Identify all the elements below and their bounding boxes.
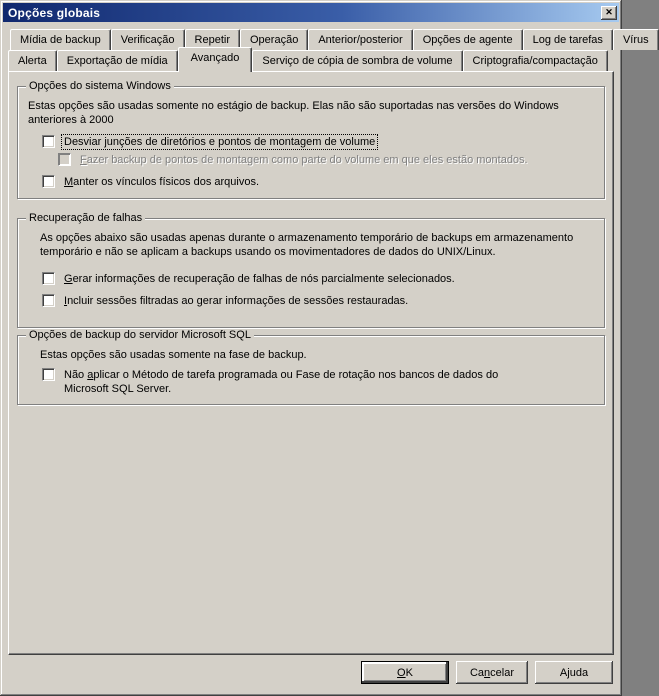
tab-criptografia-compactacao[interactable] xyxy=(463,50,608,71)
ok-button[interactable] xyxy=(361,661,449,684)
checkbox-row-manter-vinculos[interactable] xyxy=(42,175,596,189)
group-legend: Opções do sistema Windows xyxy=(26,80,174,93)
tab-midia-de-backup[interactable] xyxy=(10,29,111,50)
tab-virus[interactable] xyxy=(613,29,659,50)
group-windows-system-options xyxy=(17,80,605,199)
label-accelerator: O xyxy=(397,666,406,679)
tab-label: Avançado xyxy=(190,52,240,64)
tab-servico-copia-sombra-volume[interactable] xyxy=(252,50,462,71)
dialog-title: Opções globais xyxy=(8,5,101,20)
group-description: Estas opções são usadas somente na fase de backup. xyxy=(40,349,307,361)
checkbox-fazer-backup-pontos-disabled xyxy=(58,153,71,166)
tab-label: Vírus xyxy=(622,34,649,46)
tab-label: Verificação xyxy=(120,34,175,46)
checkbox-row-nao-aplicar-metodo[interactable] xyxy=(42,368,596,396)
label-accelerator: I xyxy=(64,295,68,307)
tab-anterior-posterior[interactable] xyxy=(308,29,412,50)
label-post: azer backup de pontos de montagem como parte do volume em que eles estão montados. xyxy=(86,154,528,166)
label-pre: Ajuda xyxy=(559,666,589,679)
tab-label: Alerta xyxy=(18,55,47,67)
checkbox-incluir-sessoes[interactable] xyxy=(42,294,55,307)
checkbox-label[interactable] xyxy=(62,175,261,189)
label-accelerator: n xyxy=(484,666,491,679)
label-pre: Ca xyxy=(469,666,485,679)
tab-label: Mídia de backup xyxy=(20,34,101,46)
label-post: erar informações de recuperação de falhas de nós parcialmente selecionados. xyxy=(72,273,455,285)
label-accelerator: F xyxy=(80,154,87,166)
button-label xyxy=(470,667,514,679)
label-post: plicar o Método de tarefa programada ou Fase de rotação nos bancos de dados do Microsoft SQL Server. xyxy=(64,369,499,395)
tab-label: Opções de agente xyxy=(422,34,513,46)
tab-label: Serviço de cópia de sombra de volume xyxy=(262,55,453,67)
button-label xyxy=(397,667,413,679)
tab-exportacao-de-midia[interactable] xyxy=(57,50,178,71)
label-pre: Desviar xyxy=(64,136,105,148)
label-accelerator: G xyxy=(64,273,73,285)
label-accelerator: M xyxy=(64,176,74,188)
tab-row-1 xyxy=(10,29,659,50)
checkbox-label[interactable] xyxy=(62,294,410,308)
tab-label: Repetir xyxy=(194,34,230,46)
button-label xyxy=(560,667,588,679)
checkbox-label[interactable] xyxy=(62,368,517,396)
tab-label: Log de tarefas xyxy=(532,34,603,46)
close-icon: ✕ xyxy=(605,7,613,17)
checkbox-row-incluir-sessoes[interactable] xyxy=(42,294,596,308)
checkbox-label[interactable] xyxy=(62,135,377,149)
group-recuperacao-de-falhas xyxy=(17,212,605,328)
checkbox-nao-aplicar-metodo[interactable] xyxy=(42,368,55,381)
group-legend: Opções de backup do servidor Microsoft SQL xyxy=(26,329,254,342)
tab-log-de-tarefas[interactable] xyxy=(523,29,613,50)
label-post: ncluir sessões filtradas ao gerar informações de sessões restauradas. xyxy=(67,295,409,307)
checkbox-label[interactable] xyxy=(62,272,457,286)
checkbox-manter-vinculos[interactable] xyxy=(42,175,55,188)
checkbox-row-fazer-backup-pontos xyxy=(58,153,596,167)
group-legend: Recuperação de falhas xyxy=(26,212,145,225)
checkbox-label xyxy=(78,153,530,167)
dialog-button-row xyxy=(361,661,613,684)
checkbox-desviar-juncoes[interactable] xyxy=(42,135,55,148)
label-accelerator: j xyxy=(104,136,107,148)
label-accelerator: a xyxy=(87,369,94,381)
checkbox-row-desviar-juncoes[interactable] xyxy=(42,135,596,149)
tab-alerta[interactable] xyxy=(8,50,57,71)
tab-row-2 xyxy=(8,50,608,71)
label-post: unções de diretórios e pontos de montagem de volume xyxy=(106,136,376,148)
tab-label: Anterior/posterior xyxy=(318,34,403,46)
label-post: anter os vínculos físicos dos arquivos. xyxy=(73,176,260,188)
label-post: celar xyxy=(490,666,515,679)
group-description: Estas opções são usadas somente no estágio de backup. Elas não são suportadas nas versões do Windows anteriores à 2000 xyxy=(28,100,559,126)
tab-label: Exportação de mídia xyxy=(66,55,168,67)
close-button[interactable] xyxy=(601,6,617,20)
label-pre: Não xyxy=(64,369,88,381)
tab-label: Criptografia/compactação xyxy=(472,55,598,67)
tab-avancado-active[interactable] xyxy=(178,47,253,72)
cancel-button[interactable] xyxy=(456,661,528,684)
checkbox-row-gerar-informacoes[interactable] xyxy=(42,272,596,286)
tab-label: Operação xyxy=(250,34,299,46)
checkbox-gerar-informacoes[interactable] xyxy=(42,272,55,285)
group-description: As opções abaixo são usadas apenas durante o armazenamento temporário de backups em armazenamento temporário e não se aplicam a backups usando os movimentadores de dados do UNIX/Linux. xyxy=(40,232,574,258)
label-post: K xyxy=(405,666,413,679)
tab-opcoes-de-agente[interactable] xyxy=(413,29,523,50)
help-button[interactable] xyxy=(535,661,613,684)
tab-page-avancado xyxy=(8,71,614,655)
tab-verificacao[interactable] xyxy=(111,29,185,50)
group-microsoft-sql-backup-options xyxy=(17,329,605,405)
title-bar[interactable] xyxy=(3,3,619,22)
